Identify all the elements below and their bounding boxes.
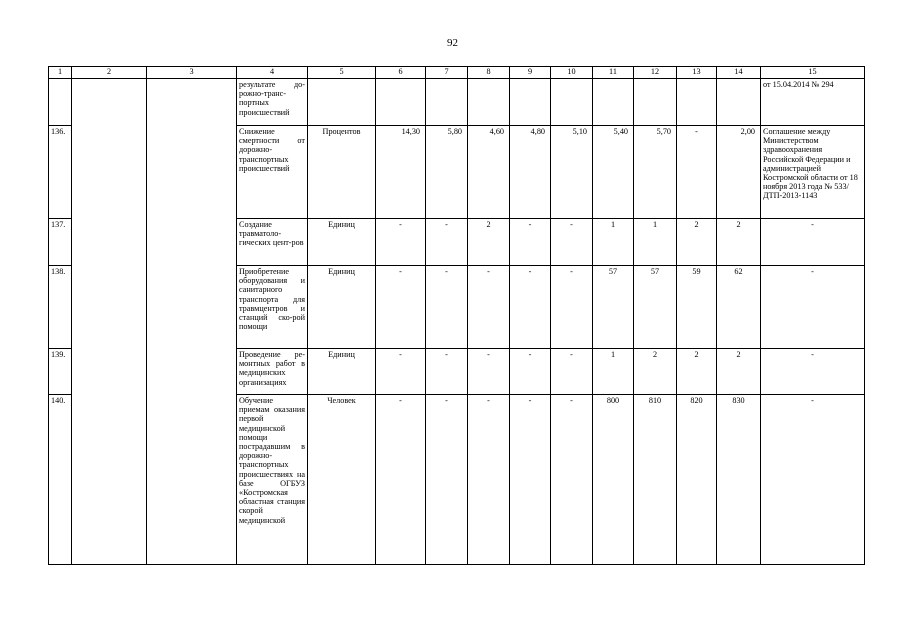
basis-document: от 15.04.2014 № 294 [761,79,865,126]
value-cell: 1 [593,349,634,395]
value-cell: 2 [634,349,677,395]
value-cell: 5,70 [634,126,677,219]
value-cell [426,79,468,126]
value-cell: 59 [677,266,717,349]
value-cell [593,79,634,126]
unit-cell: Единиц [308,266,376,349]
value-cell: - [376,266,426,349]
empty-cell [147,79,237,565]
value-cell: - [510,266,551,349]
value-cell: 800 [593,395,634,565]
value-cell: - [551,219,593,266]
column-header: 11 [593,67,634,79]
empty-cell [72,79,147,565]
row-number: 136. [49,126,72,219]
indicator-name: Проведение ре-монтных работ в медицинских организациях [237,349,308,395]
value-cell [510,79,551,126]
value-cell [468,79,510,126]
basis-document: - [761,349,865,395]
value-cell: - [510,395,551,565]
row-number: 139. [49,349,72,395]
unit-cell: Человек [308,395,376,565]
value-cell: 2 [677,349,717,395]
value-cell: 4,60 [468,126,510,219]
value-cell: - [426,266,468,349]
value-cell: - [376,395,426,565]
column-header: 12 [634,67,677,79]
column-header: 15 [761,67,865,79]
column-header: 7 [426,67,468,79]
value-cell [376,79,426,126]
column-header: 3 [147,67,237,79]
value-cell: 4,80 [510,126,551,219]
value-cell: - [426,349,468,395]
table-row [49,79,865,126]
indicator-name: результате до-рожно-транс-портных происшествий [237,79,308,126]
unit-cell [308,79,376,126]
value-cell: - [376,219,426,266]
value-cell: - [426,219,468,266]
value-cell: - [426,395,468,565]
basis-document: - [761,395,865,565]
value-cell: 62 [717,266,761,349]
column-header: 6 [376,67,426,79]
value-cell: 57 [634,266,677,349]
unit-cell: Процентов [308,126,376,219]
value-cell: 5,10 [551,126,593,219]
unit-cell: Единиц [308,349,376,395]
column-number-row [49,67,865,79]
value-cell: - [468,395,510,565]
column-header: 5 [308,67,376,79]
row-number: 140. [49,395,72,565]
value-cell: - [510,349,551,395]
value-cell: - [468,266,510,349]
unit-cell: Единиц [308,219,376,266]
value-cell [717,79,761,126]
row-number: 138. [49,266,72,349]
value-cell: 830 [717,395,761,565]
column-header: 8 [468,67,510,79]
basis-document: - [761,266,865,349]
column-header: 14 [717,67,761,79]
value-cell: - [551,266,593,349]
value-cell: 2 [717,349,761,395]
basis-document: - [761,219,865,266]
value-cell: 2 [717,219,761,266]
value-cell: 2 [468,219,510,266]
value-cell: 5,40 [593,126,634,219]
indicator-name: Обучение приемам оказания первой медицинской помощи пострадавшим в дорожно-транспортных происшествиях на базе ОГБУЗ «Костромская областная станция скорой медицинской [237,395,308,565]
value-cell: - [551,395,593,565]
value-cell: 2 [677,219,717,266]
basis-document: Соглашение между Министерством здравоохранения Российской Федерации и администрацией Костромской области от 18 ноября 2013 года № 533/ДТП-2013-1143 [761,126,865,219]
value-cell: - [677,126,717,219]
value-cell: - [510,219,551,266]
column-header: 1 [49,67,72,79]
value-cell: 820 [677,395,717,565]
value-cell: 14,30 [376,126,426,219]
column-header: 10 [551,67,593,79]
column-header: 2 [72,67,147,79]
value-cell: 1 [593,219,634,266]
value-cell: - [468,349,510,395]
value-cell: 57 [593,266,634,349]
column-header: 13 [677,67,717,79]
indicator-name: Создание травматоло-гических цент-ров [237,219,308,266]
value-cell: 2,00 [717,126,761,219]
row-number [49,79,72,126]
value-cell: - [376,349,426,395]
column-header: 9 [510,67,551,79]
value-cell: 1 [634,219,677,266]
value-cell: - [551,349,593,395]
value-cell [634,79,677,126]
value-cell [551,79,593,126]
column-header: 4 [237,67,308,79]
indicators-table [48,66,865,565]
indicator-name: Приобретение оборудования и санитарного транспорта для травмцентров и станций ско-рой помощи [237,266,308,349]
value-cell: 810 [634,395,677,565]
page-number: 92 [447,37,458,49]
value-cell: 5,80 [426,126,468,219]
row-number: 137. [49,219,72,266]
value-cell [677,79,717,126]
indicator-name: Снижение смертности от дорожно-транспортных происшествий [237,126,308,219]
